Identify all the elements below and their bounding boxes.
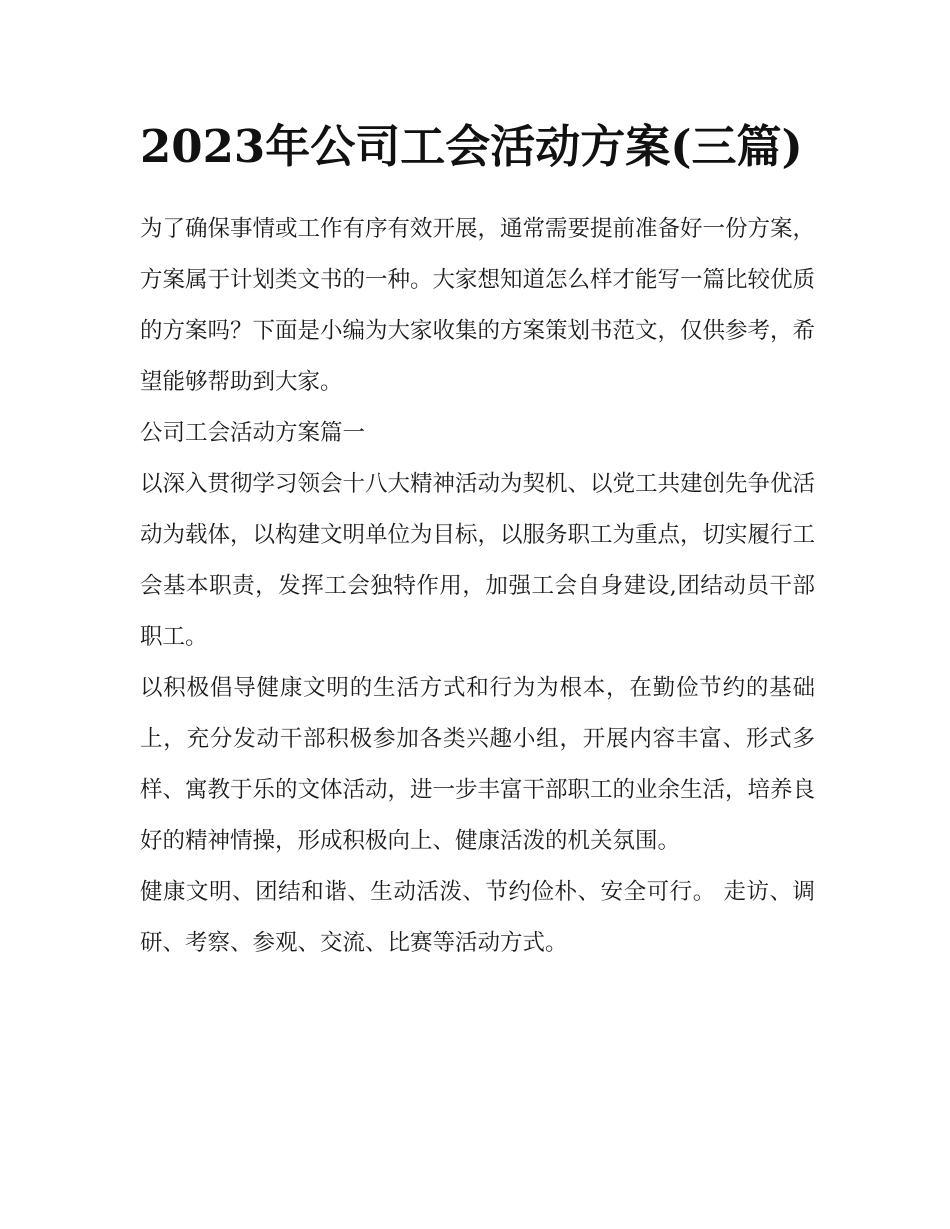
- guiding-principle-paragraph: 以深入贯彻学习领会十八大精神活动为契机、以党工共建创先争优活动为载体，以构建文明单位为目标，以服务职工为重点，切实履行工会基本职责，发挥工会独特作用，加强工会自身建设,团结动员干部职工。: [140, 471, 816, 650]
- document-title: 2023年公司工会活动方案(三篇): [140, 120, 803, 173]
- activity-principles-paragraph: 健康文明、团结和谐、生动活泼、节约俭朴、安全可行。 走访、调研、考察、参观、交流、比赛等活动方式。: [140, 879, 815, 956]
- document-page: [140, 112, 815, 969]
- section-heading: 公司工会活动方案篇一: [140, 420, 366, 446]
- activity-goal-paragraph: 以积极倡导健康文明的生活方式和行为为根本，在勤俭节约的基础上，充分发动干部积极参加各类兴趣小组，开展内容丰富、形式多样、寓教于乐的文体活动，进一步丰富干部职工的业余生活，培养良好的精神情操，形成积极向上、健康活泼的机关氛围。: [140, 675, 816, 854]
- intro-paragraph: 为了确保事情或工作有序有效开展，通常需要提前准备好一份方案，方案属于计划类文书的一种。大家想知道怎么样才能写一篇比较优质的方案吗？下面是小编为大家收集的方案策划书范文，仅供参考，希望能够帮助到大家。: [140, 216, 816, 395]
